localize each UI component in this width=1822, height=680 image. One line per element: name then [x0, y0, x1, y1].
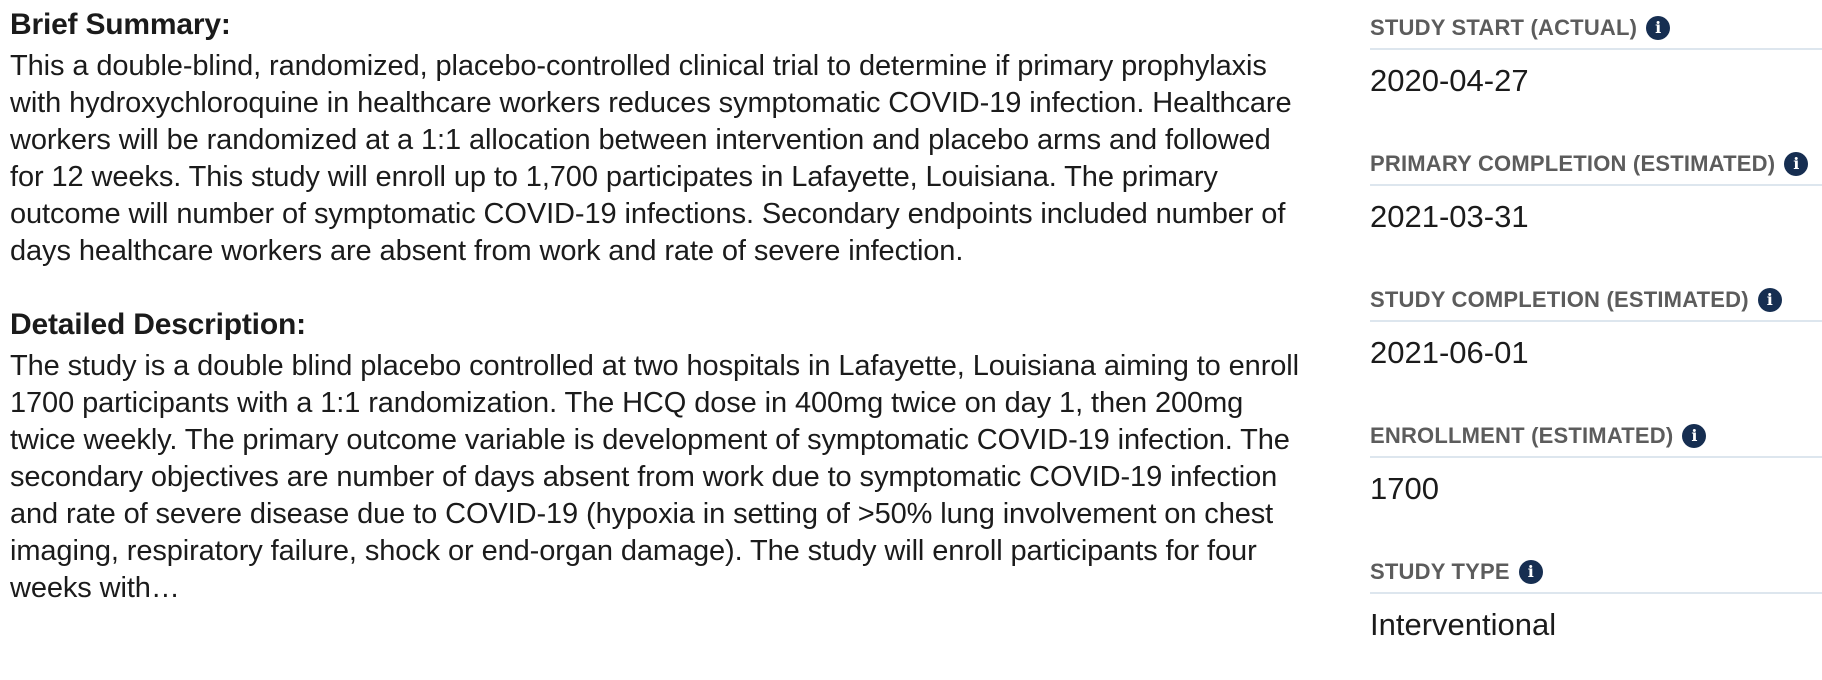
- study-type-label: STUDY TYPE: [1370, 559, 1510, 584]
- enrollment-value: 1700: [1370, 471, 1439, 506]
- study-completion-value: 2021-06-01: [1370, 335, 1529, 370]
- info-icon[interactable]: i: [1682, 424, 1706, 448]
- study-type-value: Interventional: [1370, 607, 1557, 642]
- info-icon[interactable]: i: [1784, 152, 1808, 176]
- detailed-description-text: The study is a double blind placebo controlled at two hospitals in Lafayette, Louisiana aiming to enroll 1700 participants with a 1:1 randomization. The HCQ dose in 400mg twice on day 1, then 200mg twice weekly. The primary outcome variable is development of symptomatic COVID-19 infection. The secondary objectives are number of days absent from work due to symptomatic COVID-19 infection and rate of severe disease due to COVID-19 (hypoxia in setting of >50% lung involvement on chest imaging, respiratory failure, shock or end-organ damage). The study will enroll participants for four weeks with…: [10, 350, 1299, 604]
- enrollment-label: ENROLLMENT (ESTIMATED): [1370, 423, 1674, 448]
- enrollment-field: [1370, 408, 1822, 544]
- brief-summary-heading: Brief Summary:: [10, 8, 231, 41]
- study-description: [10, 0, 1310, 607]
- study-completion-label: STUDY COMPLETION (ESTIMATED): [1370, 287, 1749, 312]
- primary-completion-label: PRIMARY COMPLETION (ESTIMATED): [1370, 151, 1776, 176]
- study-facts-sidebar: [1370, 0, 1822, 680]
- study-completion-field: [1370, 272, 1822, 408]
- info-icon[interactable]: i: [1519, 560, 1543, 584]
- study-start-field: [1370, 0, 1822, 136]
- study-start-label: STUDY START (ACTUAL): [1370, 15, 1638, 40]
- brief-summary-text: This a double-blind, randomized, placebo-controlled clinical trial to determine if primary prophylaxis with hydroxychloroquine in healthcare workers reduces symptomatic COVID-19 infection. Healthcare workers will be randomized at a 1:1 allocation between intervention and placebo arms and followed for 12 weeks. This study will enroll up to 1,700 participates in Lafayette, Louisiana. The primary outcome will number of symptomatic COVID-19 infections. Secondary endpoints included number of days healthcare workers are absent from work and rate of severe infection.: [10, 50, 1292, 267]
- primary-completion-field: [1370, 136, 1822, 272]
- info-icon[interactable]: i: [1646, 16, 1670, 40]
- study-start-value: 2020-04-27: [1370, 63, 1529, 98]
- study-type-field: [1370, 544, 1822, 680]
- detailed-description-heading: Detailed Description:: [10, 308, 306, 341]
- primary-completion-value: 2021-03-31: [1370, 199, 1529, 234]
- info-icon[interactable]: i: [1758, 288, 1782, 312]
